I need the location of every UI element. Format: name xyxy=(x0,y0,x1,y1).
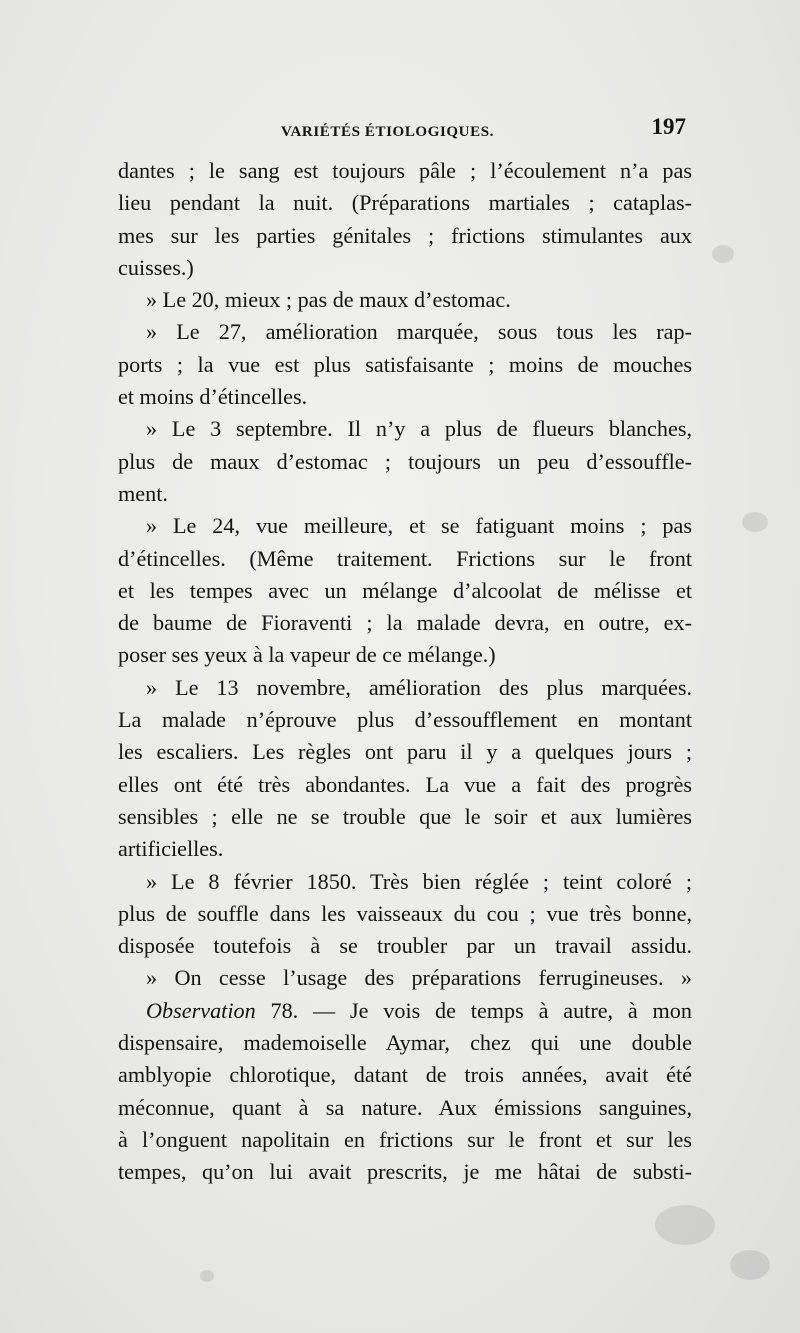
observation-text: 78. — Je vois de temps à autre, à mon xyxy=(255,997,692,1023)
text-line: et les tempes avec un mélange d’alcoolat de mélisse et xyxy=(118,577,692,603)
text-line: poser ses yeux à la vapeur de ce mélange.) xyxy=(118,642,496,668)
text-line: » Le 3 septembre. Il n’y a plus de flueurs blanches, xyxy=(146,416,692,442)
running-head-title: VARIÉTÉS ÉTIOLOGIQUES. xyxy=(281,124,494,140)
running-head xyxy=(118,114,688,148)
ink-smudge xyxy=(655,1205,715,1245)
text-line: ports ; la vue est plus satisfaisante ; moins de mouches xyxy=(118,351,692,377)
text-line: plus de maux d’estomac ; toujours un peu d’essouffle- xyxy=(118,448,692,474)
text-line: La malade n’éprouve plus d’essoufflement en montant xyxy=(118,707,692,733)
text-line: méconnue, quant à sa nature. Aux émissions sanguines, xyxy=(118,1094,692,1120)
text-line: mes sur les parties génitales ; frictions stimulantes aux xyxy=(118,222,692,248)
page-number: 197 xyxy=(651,114,686,139)
text-line: disposée toutefois à se troubler par un travail assidu. xyxy=(118,933,692,959)
text-line: sensibles ; elle ne se trouble que le soir et aux lumières xyxy=(118,803,692,829)
text-line: à l’onguent napolitain en frictions sur le front et sur les xyxy=(118,1126,692,1152)
text-line: cuisses.) xyxy=(118,254,194,280)
text-line: amblyopie chlorotique, datant de trois années, avait été xyxy=(118,1062,692,1088)
text-line: » On cesse l’usage des préparations ferrugineuses. » xyxy=(146,965,692,991)
text-line: les escaliers. Les règles ont paru il y a quelques jours ; xyxy=(118,739,692,765)
text-line: » Le 8 février 1850. Très bien réglée ; teint coloré ; xyxy=(146,868,692,894)
text-line: plus de souffle dans les vaisseaux du cou ; vue très bonne, xyxy=(118,900,692,926)
ink-smudge xyxy=(730,1250,770,1280)
text-line: ment. xyxy=(118,480,168,506)
ink-smudge xyxy=(200,1270,214,1282)
text-line: d’étincelles. (Même traitement. Frictions sur le front xyxy=(118,545,692,571)
text-line: artificielles. xyxy=(118,836,224,862)
observation-label: Observation xyxy=(146,997,256,1023)
text-line: et moins d’étincelles. xyxy=(118,384,308,410)
text-line: de baume de Fioraventi ; la malade devra, en outre, ex- xyxy=(118,610,692,636)
text-line: » Le 13 novembre, amélioration des plus marquées. xyxy=(146,674,692,700)
text-line: elles ont été très abondantes. La vue a fait des progrès xyxy=(118,771,692,797)
text-line: lieu pendant la nuit. (Préparations martiales ; cataplas- xyxy=(118,190,692,216)
text-line: dantes ; le sang est toujours pâle ; l’écoulement n’a pas xyxy=(118,158,692,183)
text-line: » Le 27, amélioration marquée, sous tous les rap- xyxy=(146,319,692,345)
text-line: dispensaire, mademoiselle Aymar, chez qui une double xyxy=(118,1030,692,1056)
text-line: tempes, qu’on lui avait prescrits, je me hâtai de substi- xyxy=(118,1159,692,1185)
text-line: » Le 24, vue meilleure, et se fatiguant moins ; pas xyxy=(146,513,692,539)
ink-smudge xyxy=(712,245,734,263)
observation-line xyxy=(118,995,692,1027)
page-body-text xyxy=(118,155,692,1189)
text-line: » Le 20, mieux ; pas de maux d’estomac. xyxy=(146,287,511,313)
ink-smudge xyxy=(742,512,768,532)
